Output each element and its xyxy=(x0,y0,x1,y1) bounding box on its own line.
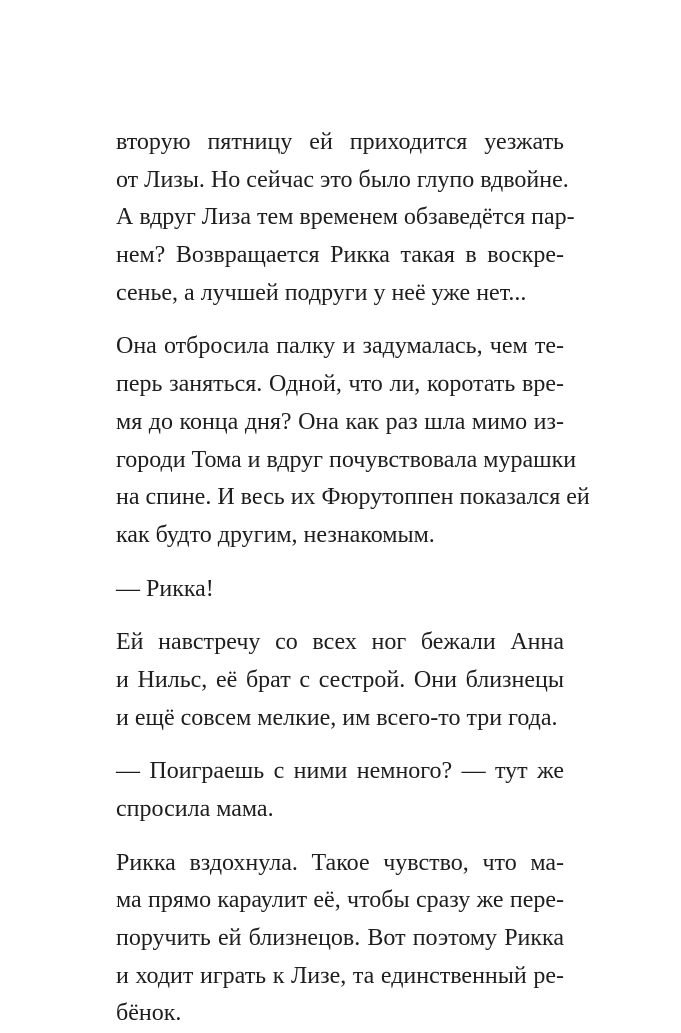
paragraph-gap xyxy=(116,312,564,328)
paragraph-3 xyxy=(116,571,564,609)
paragraph-gap xyxy=(116,737,564,753)
text-line: вторую пятницу ей приходится уезжать xyxy=(116,129,564,155)
text-line: Рикка вздохнула. Такое чувство, что ма- xyxy=(116,849,564,876)
paragraph-gap xyxy=(116,555,564,571)
text-line: и ещё совсем мелкие, им всего-то три года. xyxy=(116,704,558,731)
text-line: перь заняться. Одной, что ли, коротать вре- xyxy=(116,371,564,398)
paragraph-6 xyxy=(116,845,564,1033)
text-line: Она отбросила палку и задумалась, чем те- xyxy=(116,333,564,360)
text-line: сенье, а лучшей подруги у неё уже нет... xyxy=(116,279,527,306)
paragraph-gap xyxy=(116,608,564,624)
body-text xyxy=(116,124,590,1033)
text-line: мя до конца дня? Она как раз шла мимо из- xyxy=(116,408,564,435)
text-line: — Рикка! xyxy=(116,575,214,602)
text-line: и Нильс, её брат с сестрой. Они близнецы xyxy=(116,666,564,693)
paragraph-2 xyxy=(116,328,590,554)
paragraph-1 xyxy=(116,124,575,312)
text-line: А вдруг Лиза тем временем обзаведётся пар- xyxy=(116,204,575,231)
text-line: спросила мама. xyxy=(116,796,274,822)
text-line: ма прямо караулит её, чтобы сразу же пере- xyxy=(116,887,564,914)
text-line: Ей навстречу со всех ног бежали Анна xyxy=(116,629,564,656)
text-line: — Поиграешь с ними немного? — тут же xyxy=(116,758,564,785)
paragraph-4 xyxy=(116,624,564,737)
text-line: бёнок. xyxy=(116,1000,182,1027)
paragraph-gap xyxy=(116,829,564,845)
text-line: как будто другим, незнакомым. xyxy=(116,521,435,548)
text-line: нем? Возвращается Рикка такая в воскре- xyxy=(116,242,564,269)
text-line: и ходит играть к Лизе, та единственный ре- xyxy=(116,962,564,989)
paragraph-5 xyxy=(116,753,564,828)
text-line: городи Тома и вдруг почувствовала мурашки xyxy=(116,446,577,473)
text-line: от Лизы. Но сейчас это было глупо вдвойне. xyxy=(116,166,569,193)
text-line: поручить ей близнецов. Вот поэтому Рикка xyxy=(116,925,564,952)
text-line: на спине. И весь их Фюрутоппен показался ей xyxy=(116,484,590,511)
